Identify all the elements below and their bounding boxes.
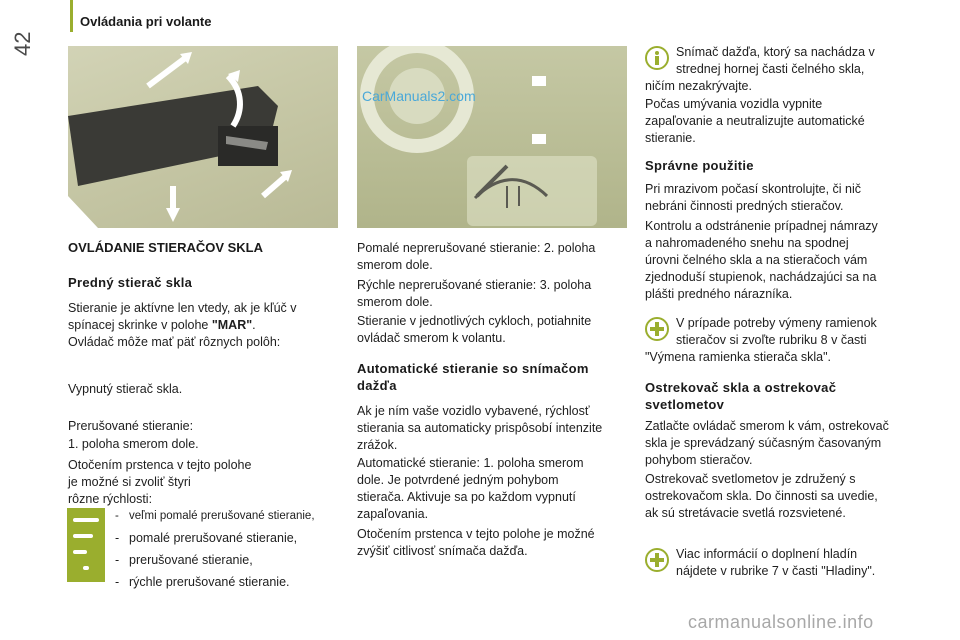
text-line: Rýchle neprerušované stieranie: 3. poloha [357, 278, 592, 292]
text-line: zjednoduší stupienok, nachádzajúci sa na [645, 270, 877, 284]
info-note [676, 44, 875, 78]
subtitle-washer [645, 379, 836, 413]
col2-paragraph-2 [357, 277, 591, 311]
text-line: Ak je ním vaše vozidlo vybavené, rýchlosť [357, 404, 590, 418]
text-line: ovládač smerom k volantu. [357, 331, 506, 345]
list-item-text: pomalé prerušované stieranie, [129, 531, 298, 545]
list-item-text: prerušované stieranie, [129, 553, 253, 567]
subtitle-correct-use: Správne použitie [645, 158, 754, 173]
text-line: smerom dole. [357, 295, 433, 309]
list-item: - prerušované stieranie, [115, 553, 253, 567]
text-line: zrážok. [357, 438, 398, 452]
text-line: Ostrekovač svetlometov je združený s [645, 472, 856, 486]
col3-paragraph-1 [645, 96, 865, 147]
col1-paragraph-3: Vypnutý stierač skla. [68, 382, 183, 396]
text-line [68, 317, 297, 334]
text-line: Automatické stieranie: 1. poloha smerom [357, 456, 584, 470]
col2-paragraph-3 [357, 313, 591, 347]
speed-levels-icon [67, 508, 105, 582]
text-line: zapaľovania. [357, 507, 429, 521]
text-line: je možné si zvoliť štyri [68, 475, 191, 489]
footer-watermark: carmanualsonline.info [688, 612, 874, 632]
plus-icon [645, 548, 669, 572]
text-line: Počas umývania vozidla vypnite [645, 97, 823, 111]
text-line: stierania sa automaticky prispôsobí intenzite [357, 421, 603, 435]
rain-sensor-illustration [357, 46, 627, 228]
list-item: - pomalé prerušované stieranie, [115, 531, 298, 545]
text-line: nebráni činnosti predných stieračov. [645, 199, 844, 213]
text-line: ostrekovačom skla. Do činnosti sa uvedie, [645, 489, 878, 503]
text-line: Otočením prstenca v tejto polohe je možné [357, 527, 595, 541]
text-line: a nahromadeného snehu na spodnej [645, 236, 849, 250]
text-line: zvýšiť citlivosť snímača dažďa. [357, 544, 528, 558]
text-line: Automatické stieranie so snímačom [357, 361, 589, 376]
col3-paragraph-5 [645, 471, 878, 522]
text-line: plášti predného nárazníka. [645, 287, 793, 301]
text-line: nájdete v rubrike 7 v časti "Hladiny". [676, 564, 876, 578]
plus-note-1 [676, 315, 877, 349]
info-note-end: ničím nezakrývajte. [645, 79, 752, 93]
text-line: svetlometov [645, 397, 725, 412]
col2-paragraph-5 [357, 455, 584, 523]
col1-paragraph-6 [68, 457, 251, 508]
list-item-text: veľmi pomalé prerušované stieranie, [129, 510, 315, 522]
list-item-text: rýchle prerušované stieranie. [129, 575, 290, 589]
text-line: úrovni čelného skla a na stieračoch vám [645, 253, 868, 267]
text-line: Stieranie je aktívne len vtedy, ak je kľúč v [68, 301, 297, 315]
text-line: strednej hornej časti čelného skla, [676, 62, 865, 76]
text-line: Zatlačte ovládač smerom k vám, ostrekovač [645, 419, 889, 433]
col1-paragraph-5: 1. poloha smerom dole. [68, 437, 199, 451]
page-header: Ovládania pri volante [80, 14, 212, 29]
subtitle-front-wiper: Predný stierač skla [68, 275, 193, 290]
text-line: Pri mrazivom počasí skontrolujte, či nič [645, 182, 862, 196]
text-line: Stieranie v jednotlivých cykloch, potiahnite [357, 314, 592, 328]
col3-paragraph-3 [645, 218, 878, 303]
col1-paragraph-4: Prerušované stieranie: [68, 419, 194, 433]
text-bold: "MAR" [211, 318, 253, 332]
col3-paragraph-4 [645, 418, 889, 469]
list-item: - rýchle prerušované stieranie. [115, 575, 290, 589]
page-number: 42 [10, 31, 35, 56]
text-line: dažďa [357, 378, 397, 393]
text-line: skla je sprevádzaný súčasným časovaným [645, 436, 882, 450]
speed-bullet-list [115, 508, 345, 596]
col3-paragraph-2 [645, 181, 861, 215]
text-line: pohybom stieračov. [645, 453, 753, 467]
col2-paragraph-4 [357, 403, 602, 454]
wiper-stalk-illustration [68, 46, 338, 228]
col2-paragraph-1 [357, 240, 595, 274]
watermark: CarManuals2.com [362, 88, 476, 104]
text-line: stieranie. [645, 131, 696, 145]
plus-note-1-end: "Výmena ramienka stierača skla". [645, 350, 832, 364]
text-line: Viac informácií o doplnení hladín [676, 547, 858, 561]
col2-paragraph-6 [357, 526, 595, 560]
header-accent-bar [70, 0, 73, 32]
text-line: Pomalé neprerušované stieranie: 2. poloha [357, 241, 596, 255]
text-span: spínacej skrinke v polohe [68, 318, 212, 332]
info-icon [645, 46, 669, 70]
text-line: stierača. Aktivuje sa po každom vypnutí [357, 490, 576, 504]
text-line: V prípade potreby výmeny ramienok [676, 316, 877, 330]
text-line: ak sú stretávacie svetlá rozsvietené. [645, 506, 846, 520]
text-line: zapaľovanie a neutralizujte automatické [645, 114, 865, 128]
plus-note-2 [676, 546, 875, 580]
col1-paragraph-1 [68, 300, 297, 334]
subtitle-rain-sensor [357, 360, 589, 394]
text-line: Snímač dažďa, ktorý sa nachádza v [676, 45, 875, 59]
text-line: Otočením prstenca v tejto polohe [68, 458, 252, 472]
plus-icon [645, 317, 669, 341]
text-line: Kontrolu a odstránenie prípadnej námrazy [645, 219, 878, 233]
text-span: . [252, 318, 256, 332]
text-line: stieračov si zvoľte rubriku 8 v časti [676, 333, 867, 347]
text-line: smerom dole. [357, 258, 433, 272]
text-line: Ostrekovač skla a ostrekovač [645, 380, 837, 395]
col1-paragraph-2: Ovládač môže mať päť rôznych polôh: [68, 335, 281, 349]
list-item: - veľmi pomalé prerušované stieranie, [115, 510, 315, 522]
section-title: OVLÁDANIE STIERAČOV SKLA [68, 240, 264, 255]
text-line: rôzne rýchlosti: [68, 492, 153, 506]
text-line: dole. Je potvrdené jedným pohybom [357, 473, 559, 487]
